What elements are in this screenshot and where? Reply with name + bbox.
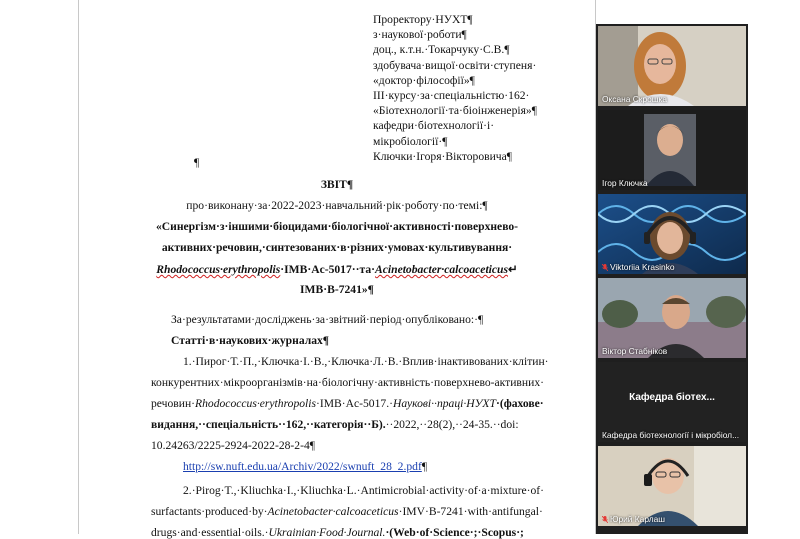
participant-tile[interactable]	[598, 26, 746, 106]
topic-line	[79, 262, 595, 276]
header-line: Проректору·НУХТ¶	[373, 13, 473, 26]
reference-line: конкурентних·мікроорганізмів·на·біологічну·активність·поверхнево-активних·	[151, 376, 544, 389]
header-line: кафедри·біотехнології·і·	[373, 119, 495, 133]
muted-mic-icon	[602, 516, 608, 523]
text-run: речовин·	[151, 397, 196, 410]
participant-name: Кафедра біотехнології і мікробіол...	[602, 430, 740, 440]
header-line: ІІІ·курсу·за·спеціальністю·162·	[373, 89, 530, 103]
header-line: з·наукової·роботи¶	[373, 28, 467, 42]
reference-line: 10.24263/2225-2924-2022-28-2-4¶	[151, 439, 316, 452]
text-run: видання,··спеціальність··162,··категорія··Б).	[151, 418, 386, 431]
text-run: ·IMV·B-7241·with·antifungal·	[398, 505, 543, 518]
header-line: доц., к.т.н.·Токарчуку·С.В.¶	[373, 43, 510, 57]
topic-line: активних·речовин,·синтезованих·в·різних·умовах·культивування·	[161, 241, 513, 254]
topic-line: ІМВ·В-7241»¶	[300, 283, 374, 296]
report-subtitle: про·виконану·за·2022-2023·навчальний·рік·роботу·по·темі:¶	[186, 199, 488, 212]
reference-line: 1.·Пирог·Т.·П.,·Ключка·І.·В.,·Ключка·Л.·В.·Вплив·інактивованих·клітин·	[183, 355, 549, 368]
reference-line	[151, 397, 544, 410]
participant-name: Віктор Стабніков	[602, 346, 668, 356]
participant-tile[interactable]	[598, 446, 746, 526]
topic-line: «Синергізм·з·іншими·біоцидами·біологічної·активності·поверхнево-	[155, 220, 519, 233]
header-line: здобувача·вищої·освіти·ступеня·	[373, 58, 537, 72]
reference-line: 2.·Pirog·T.,·Kliuchka·I.,·Kliuchka·L.·Antimicrobial·activity·of·a·mixture·of·	[183, 484, 544, 497]
participant-name: Ігор Ключка	[602, 178, 648, 188]
participant-initial-name: Кафедра біотех...	[629, 392, 715, 403]
text-run: surfactants·produced·by·	[151, 505, 268, 518]
text-run: ··2022,··28(2),··24-35.··doi:	[385, 418, 519, 431]
header-line: «Біотехнології·та·біоінженерія»¶	[373, 104, 537, 118]
reference-line	[151, 526, 524, 539]
header-line: «доктор·філософії»¶	[373, 73, 475, 87]
reference-line	[151, 418, 519, 431]
participants-panel	[596, 24, 748, 534]
organism-name: Rhodococcus·erythropolis	[195, 397, 316, 410]
organism-name: Acinetobacter·calcoaceticus	[375, 263, 508, 276]
header-line: мікробіології·¶	[373, 134, 448, 148]
participant-tile[interactable]	[598, 110, 746, 190]
addressee-block	[373, 12, 593, 164]
results-intro: За·результатами·досліджень·за·звітний·період·опубліковано:·¶	[171, 313, 484, 326]
participant-tile[interactable]	[598, 278, 746, 358]
text-run: ·(фахове·	[495, 397, 544, 410]
organism-name: Acinetobacter·calcoaceticus	[267, 505, 399, 518]
header-line: Ключки·Ігоря·Вікторовича¶	[373, 149, 513, 163]
report-title: ЗВІТ¶	[320, 178, 354, 191]
text-run: drugs·and·essential·oils.·	[151, 526, 269, 539]
article-link[interactable]: http://sw.nuft.edu.ua/Archiv/2022/swnuft_28_2.pdf	[183, 460, 422, 473]
text-run: ·(Web·of·Science·;·Scopus·;	[385, 526, 524, 539]
reference-link-line	[183, 460, 427, 473]
journal-name: Наукові··праці·НУХТ	[392, 397, 496, 410]
reference-line	[151, 505, 543, 518]
participant-tile[interactable]	[598, 194, 746, 274]
text-run: ·ІМВ·Ac-5017.·	[316, 397, 393, 410]
participant-name-text: Viktoriia Krasinko	[610, 262, 675, 272]
line-break-mark: ↵	[508, 263, 518, 276]
participant-name	[602, 262, 675, 272]
strain-text: ·ІМВ·Ac-5017··та·	[280, 263, 376, 276]
journal-name: Ukrainian·Food·Journal.	[268, 526, 386, 539]
empty-paragraph-mark: ¶	[194, 156, 200, 169]
participant-name: Оксана Скрошка	[602, 94, 667, 104]
organism-name: Rhodococcus·erythropolis	[156, 263, 281, 276]
participant-name	[602, 514, 665, 524]
paragraph-mark: ¶	[421, 460, 428, 473]
participant-tile[interactable]	[598, 362, 746, 442]
document-page	[78, 0, 596, 539]
section-heading: Статті·в·наукових·журналах¶	[171, 334, 330, 347]
muted-mic-icon	[602, 264, 608, 271]
participant-name-text: Юрий Карлаш	[610, 514, 665, 524]
